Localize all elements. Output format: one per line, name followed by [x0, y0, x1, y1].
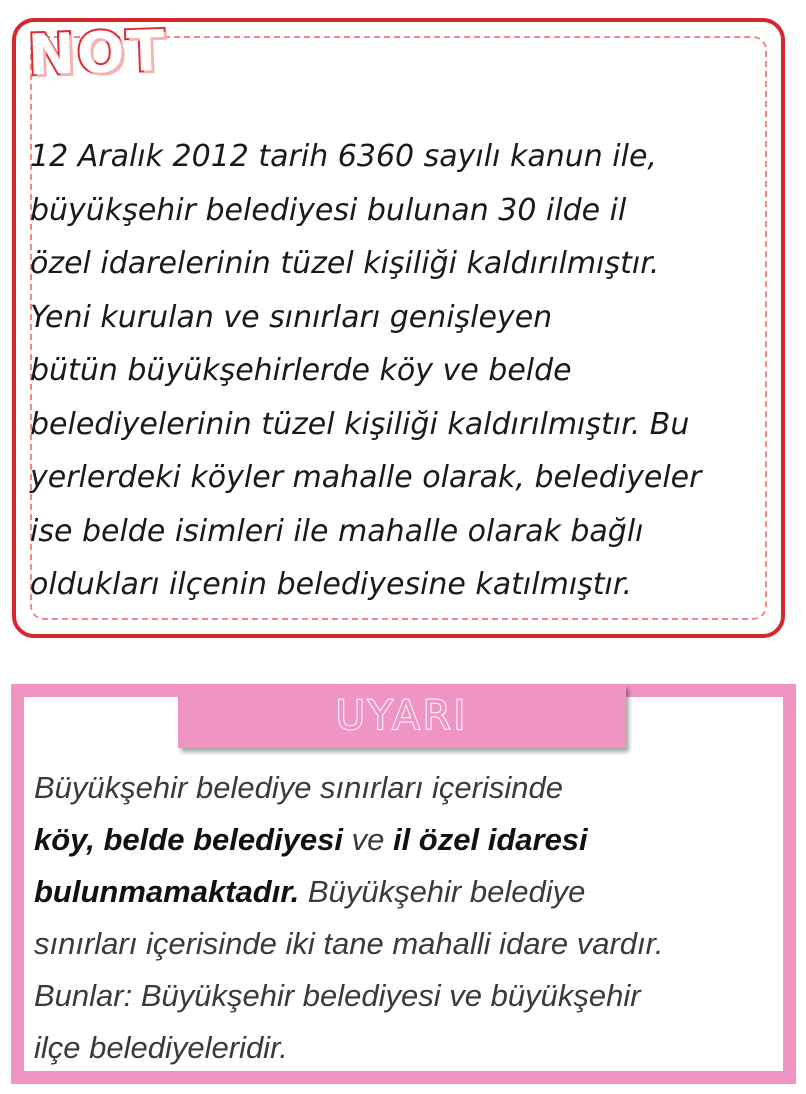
- not-line-2: büyükşehir belediyesi bulunan 30 ilde il: [30, 192, 627, 228]
- uyari-bold-koy-belde: köy, belde belediyesi: [34, 822, 343, 857]
- uyari-line-6: ilçe belediyeleridir.: [34, 1030, 288, 1065]
- uyari-heading-tab: [178, 684, 626, 748]
- not-line-6: belediyelerinin tüzel kişiliği kaldırılmıştır. Bu: [30, 406, 690, 442]
- not-line-5: bütün büyükşehirlerde köy ve belde: [30, 353, 572, 388]
- not-line-9: oldukları ilçenin belediyesine katılmıştır.: [30, 567, 633, 602]
- not-line-1: 12 Aralık 2012 tarih 6360 sayılı kanun ile,: [30, 139, 657, 174]
- uyari-connector: ve: [343, 822, 393, 857]
- not-heading: NOT: [26, 18, 168, 89]
- uyari-line-2: [34, 814, 774, 866]
- not-line-7: yerlerdeki köyler mahalle olarak, belediyeler: [30, 460, 702, 495]
- not-body-text: [30, 130, 760, 612]
- uyari-heading: UYARI: [335, 693, 469, 739]
- uyari-bold-bulunmamaktadir: bulunmamaktadır.: [34, 874, 300, 909]
- not-line-4: Yeni kurulan ve sınırları genişleyen: [30, 299, 553, 335]
- not-line-3: özel idarelerinin tüzel kişiliği kaldırılmıştır.: [30, 246, 660, 281]
- not-line-8: ise belde isimleri ile mahalle olarak bağlı: [30, 513, 644, 549]
- uyari-bold-il-ozel: il özel idaresi: [392, 822, 588, 857]
- uyari-line-3-rest: Büyükşehir belediye: [299, 874, 586, 909]
- uyari-line-4: sınırları içerisinde iki tane mahalli idare vardır.: [34, 926, 664, 961]
- uyari-line-3: [34, 866, 774, 918]
- uyari-body-text: [34, 762, 774, 1074]
- uyari-line-1: Büyükşehir belediye sınırları içerisinde: [34, 770, 563, 805]
- uyari-line-5: Bunlar: Büyükşehir belediyesi ve büyükşehir: [34, 978, 641, 1013]
